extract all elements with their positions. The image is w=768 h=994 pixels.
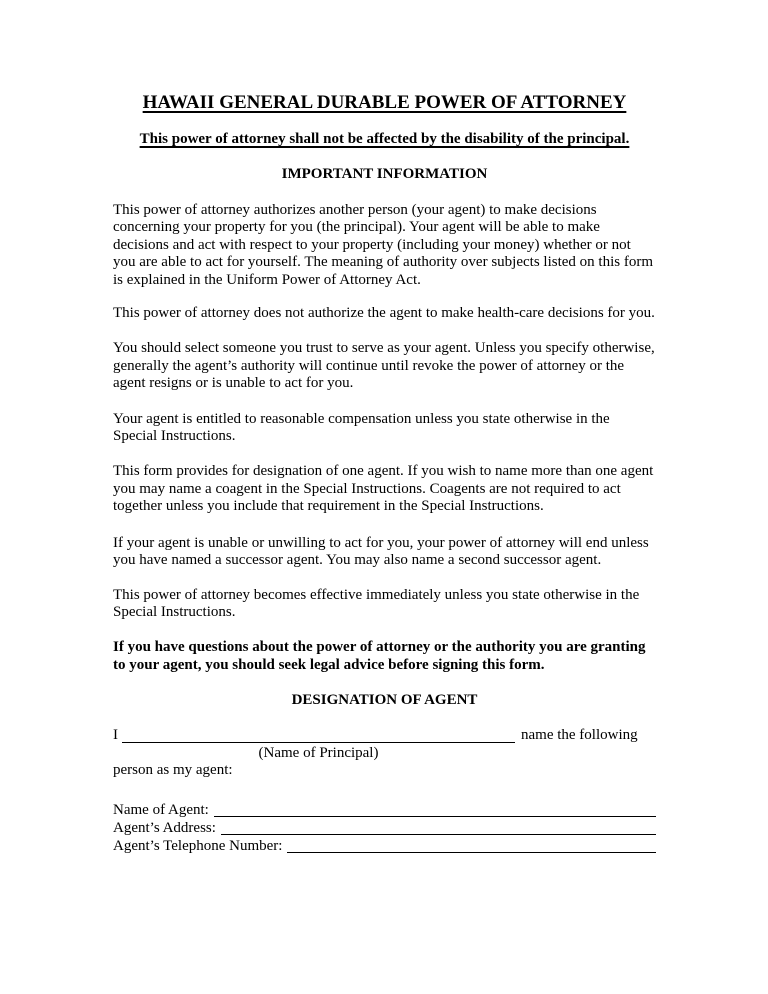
paragraph-authorization: This power of attorney authorizes another person (your agent) to make decisions concerning your property for you (the principal). Your agent will be able to make decisions and act with respect to your property (including your money) whether or not you are able to act for yourself. The meaning of authority over subjects listed on this form is explained in the Uniform Power of Attorney Act. [113,202,653,288]
document-title: HAWAII GENERAL DURABLE POWER OF ATTORNEY [142,92,627,113]
important-information-heading: IMPORTANT INFORMATION [281,166,488,182]
paragraph-coagents: This form provides for designation of one agent. If you wish to name more than one agent you may name a coagent in the Special Instructions. Coagents are not required to act together unless you include that requirement in the Special Instructions. [113,463,654,515]
person-as-agent-text: person as my agent: [113,761,233,778]
agent-name-field-row [113,801,656,819]
agent-address-label: Agent’s Address: [113,820,216,837]
agent-address-field-row [113,819,656,837]
principal-name-row [113,727,656,744]
legal-advice-notice: If you have questions about the power of attorney or the authority you are granting to your agent, you should seek legal advice before signing this form. [113,639,646,673]
agent-telephone-label: Agent’s Telephone Number: [113,838,283,855]
agent-name-label: Name of Agent: [113,802,209,819]
principal-name-prefix: I [113,727,118,744]
agent-telephone-field-row [113,837,656,855]
principal-name-suffix: name the following [521,727,638,744]
agent-fields [113,801,656,855]
paragraph-effective-immediately: This power of attorney becomes effective immediately unless you state otherwise in the Special Instructions. [113,586,640,620]
name-of-principal-caption: (Name of Principal) [258,744,379,761]
agent-telephone-line[interactable] [287,837,656,853]
agent-name-line[interactable] [214,801,656,817]
paragraph-healthcare-exclusion: This power of attorney does not authorize the agent to make health-care decisions for you. [113,305,655,322]
designation-of-agent-heading: DESIGNATION OF AGENT [291,692,478,709]
agent-address-line[interactable] [221,819,656,835]
paragraph-successor-agent: If your agent is unable or unwilling to act for you, your power of attorney will end unless you have named a successor agent. You may also name a second successor agent. [113,534,649,569]
paragraph-compensation: Your agent is entitled to reasonable compensation unless you state otherwise in the Special Instructions. [113,410,610,445]
disability-clause: This power of attorney shall not be affected by the disability of the principal. [139,131,630,147]
principal-name-line[interactable] [122,727,515,742]
paragraph-select-agent: You should select someone you trust to serve as your agent. Unless you specify otherwise, generally the agent’s authority will continue until revoke the power of attorney or the agent resigns or is unable to act for you. [113,340,655,392]
